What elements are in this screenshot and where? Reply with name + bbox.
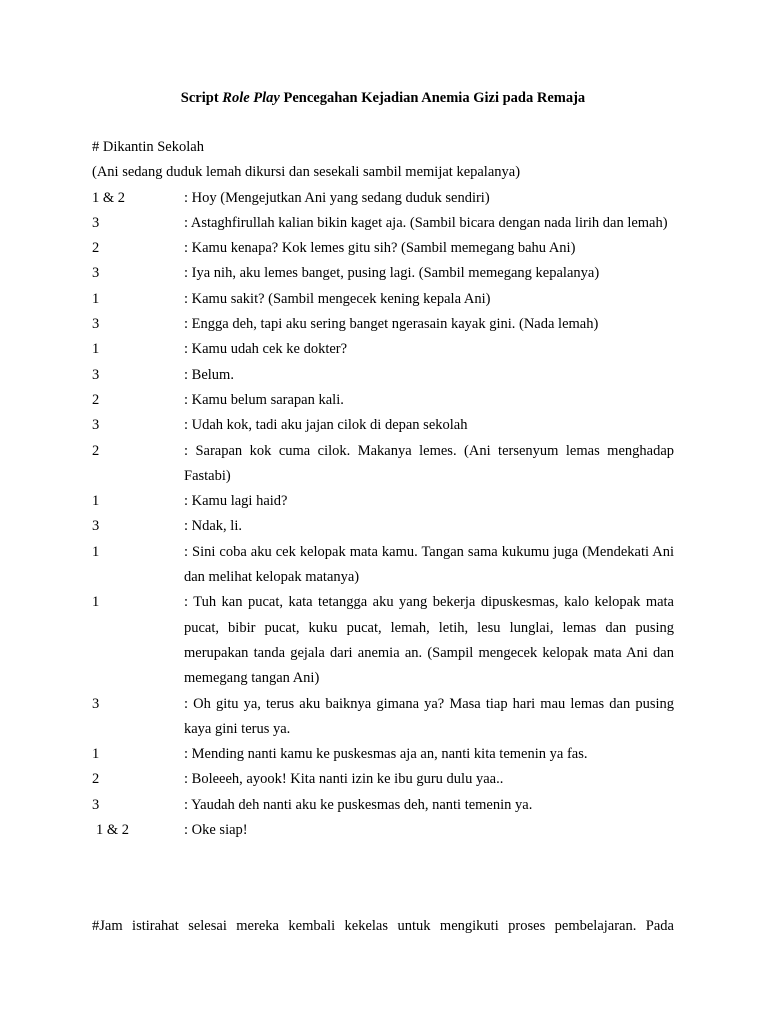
dialogue-text: : Kamu udah cek ke dokter? — [184, 341, 348, 358]
speaker: 3 — [92, 796, 100, 813]
script-body — [92, 135, 674, 843]
speaker: 1 — [92, 341, 100, 358]
speaker: 2 — [92, 391, 100, 408]
dialogue-line — [92, 793, 674, 818]
speaker: 3 — [92, 265, 100, 282]
dialogue-line — [92, 287, 674, 312]
dialogue-text: : Ndak, li. — [184, 518, 242, 535]
speaker: 1 & 2 — [96, 822, 130, 839]
scene-heading: # Dikantin Sekolah — [92, 139, 204, 155]
dialogue-text: : Tuh kan pucat, kata tetangga aku yang bekerja dipuskesmas, kalo kelopak mata pucat, bibir pucat, kuku pucat, lemah, letih, lesu lunglai, lemas dan pusing merupakan tanda gejala dari anemia an. (Sampil mengecek kelopak mata Ani dan memegang tangan Ani) — [184, 594, 674, 687]
dialogue-line — [92, 312, 674, 337]
dialogue-line — [92, 514, 674, 539]
dialogue-line — [92, 489, 674, 514]
speaker: 1 & 2 — [92, 189, 126, 206]
dialogue-line — [92, 388, 674, 413]
title-emphasis: Role Play — [222, 90, 280, 106]
dialogue-text: : Boleeeh, ayook! Kita nanti izin ke ibu guru dulu yaa.. — [184, 771, 504, 788]
dialogue-text: : Mending nanti kamu ke puskesmas aja an, nanti kita temenin ya fas. — [184, 746, 588, 763]
dialogue-line — [92, 211, 674, 236]
dialogue-text: : Oh gitu ya, terus aku baiknya gimana ya? Masa tiap hari mau lemas dan pusing kaya gini terus ya. — [184, 695, 674, 737]
dialogue-text: : Sini coba aku cek kelopak mata kamu. Tangan sama kukumu juga (Mendekati Ani dan melihat kelopak matanya) — [184, 543, 674, 586]
speaker: 1 — [92, 543, 100, 560]
speaker: 2 — [92, 240, 100, 257]
dialogue-text: : Kamu sakit? (Sambil mengecek kening kepala Ani) — [184, 290, 491, 307]
dialogue-line — [92, 236, 674, 261]
speaker: 2 — [92, 771, 100, 788]
speaker: 3 — [92, 417, 100, 434]
dialogue-text: : Kamu kenapa? Kok lemes gitu sih? (Sambil memegang bahu Ani) — [184, 240, 576, 257]
dialogue-line — [92, 363, 674, 388]
speaker: 1 — [92, 290, 100, 307]
dialogue-line — [92, 767, 674, 792]
dialogue-text: : Kamu lagi haid? — [184, 493, 288, 510]
document-title — [92, 88, 674, 108]
dialogue-line — [92, 261, 674, 286]
narration-paragraph: #Jam istirahat selesai mereka kembali kekelas untuk mengikuti proses pembelajaran. Pada — [92, 918, 674, 934]
dialogue-line — [92, 692, 674, 743]
speaker: 3 — [92, 316, 100, 333]
speaker: 3 — [92, 366, 100, 383]
speaker: 3 — [92, 518, 100, 535]
dialogue-text: : Kamu belum sarapan kali. — [184, 391, 344, 408]
dialogue-text: : Belum. — [184, 366, 234, 383]
speaker: 1 — [92, 493, 100, 510]
dialogue-text: : Udah kok, tadi aku jajan cilok di depan sekolah — [184, 417, 468, 434]
title-prefix: Script — [180, 90, 219, 106]
dialogue-text: : Engga deh, tapi aku sering banget ngerasain kayak gini. (Nada lemah) — [184, 316, 599, 333]
speaker: 2 — [92, 442, 100, 459]
dialogue-text: : Sarapan kok cuma cilok. Makanya lemes. (Ani tersenyum lemas menghadap Fastabi) — [184, 442, 674, 484]
dialogue-line — [92, 742, 674, 767]
dialogue-text: : Astaghfirullah kalian bikin kaget aja. (Sambil bicara dengan nada lirih dan lemah) — [184, 214, 668, 231]
dialogue-text: : Oke siap! — [184, 822, 248, 839]
speaker: 1 — [92, 594, 100, 611]
dialogue-line — [92, 540, 674, 591]
speaker: 3 — [92, 214, 100, 231]
speaker: 3 — [92, 695, 100, 712]
dialogue-line — [92, 337, 674, 362]
dialogue-line — [92, 439, 674, 490]
dialogue-text: : Yaudah deh nanti aku ke puskesmas deh, nanti temenin ya. — [184, 796, 533, 813]
dialogue-line — [92, 186, 674, 211]
dialogue-line — [92, 818, 674, 843]
dialogue-line — [92, 413, 674, 438]
dialogue-text: : Iya nih, aku lemes banget, pusing lagi. (Sambil memegang kepalanya) — [184, 265, 600, 282]
speaker: 1 — [92, 746, 100, 763]
dialogue-text: : Hoy (Mengejutkan Ani yang sedang duduk sendiri) — [184, 189, 490, 206]
stage-direction: (Ani sedang duduk lemah dikursi dan sesekali sambil memijat kepalanya) — [92, 164, 521, 181]
title-suffix: Pencegahan Kejadian Anemia Gizi pada Remaja — [283, 90, 586, 106]
dialogue-line — [92, 590, 674, 691]
